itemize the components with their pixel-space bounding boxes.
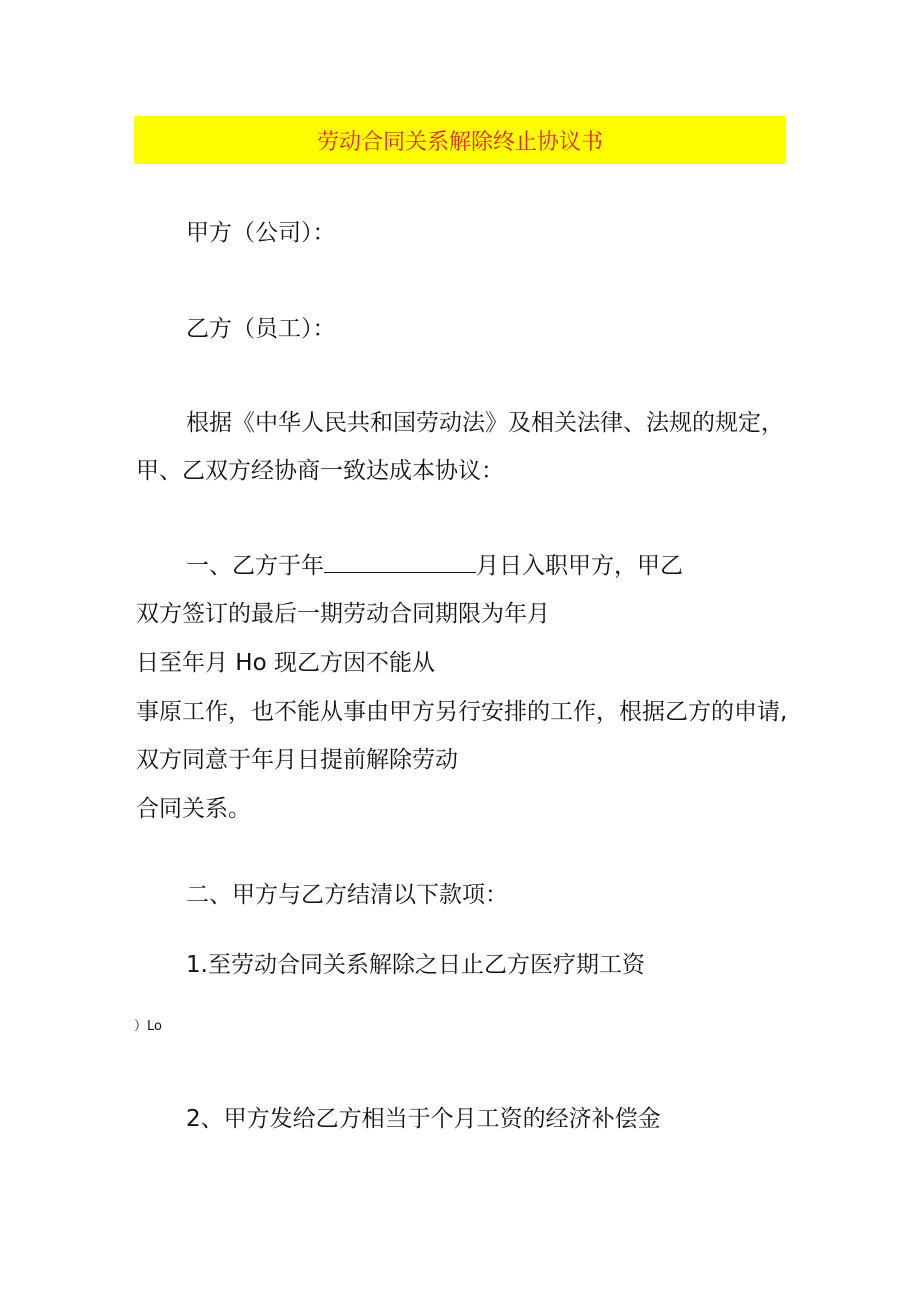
item-1-line-1: 1.至劳动合同关系解除之日止乙方医疗期工资	[186, 952, 645, 978]
item-2-line-1: 2、甲方发给乙方相当于个月工资的经济补偿金	[186, 1106, 661, 1132]
clause-1-line-3: 日至年月 Ho 现乙方因不能从	[136, 650, 435, 676]
title-banner	[134, 116, 786, 164]
clause-1-line-2: 双方签订的最后一期劳动合同期限为年月	[136, 601, 550, 627]
document-title: 劳动合同关系解除终止协议书	[316, 129, 603, 155]
party-a-line: 甲方（公司）：	[186, 220, 336, 246]
clause-1-start: 一、乙方于年	[186, 553, 324, 579]
clause-1-line-4: 事原工作，也不能从事由甲方另行安排的工作，根据乙方的申请,	[136, 699, 788, 725]
clause-1-line-6: 合同关系。	[136, 796, 251, 822]
party-b-line: 乙方（员工）：	[186, 316, 336, 342]
intro-line-2: 甲、乙双方经协商一致达成本协议：	[136, 458, 504, 484]
clause-1-end: 月日入职甲方，甲乙	[476, 553, 683, 579]
clause-1-line-5: 双方同意于年月日提前解除劳动	[136, 747, 458, 773]
item-1-line-2: ）Lo	[134, 1019, 162, 1034]
blank-underline	[324, 550, 476, 573]
intro-line-1: 根据《中华人民共和国劳动法》及相关法律、法规的规定，	[186, 410, 784, 436]
clause-1-line-1	[186, 550, 683, 581]
clause-2-heading: 二、甲方与乙方结清以下款项：	[186, 882, 508, 908]
